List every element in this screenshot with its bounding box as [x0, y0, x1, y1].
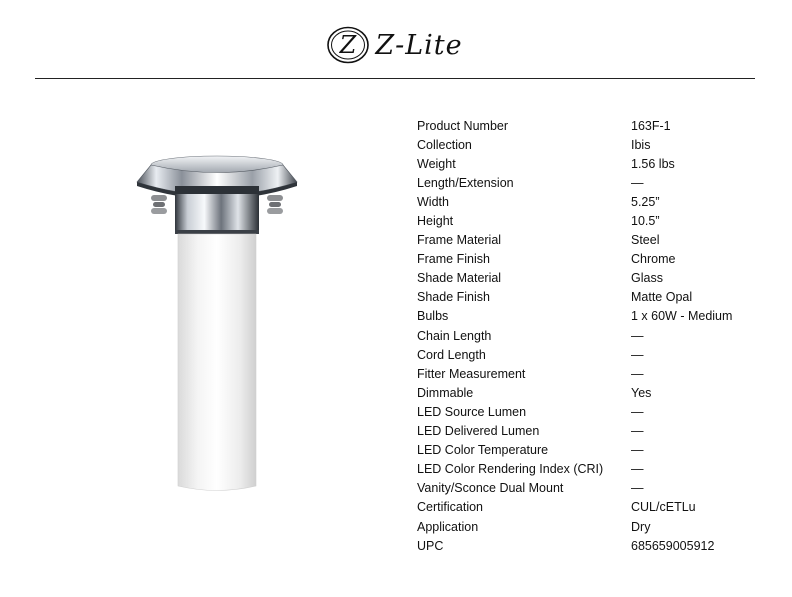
spec-label: Frame Finish: [417, 252, 490, 267]
spec-value: —: [631, 481, 644, 496]
spec-table: [417, 116, 781, 555]
product-image: [132, 150, 302, 495]
spec-label: Shade Material: [417, 271, 502, 286]
spec-label: Vanity/Sconce Dual Mount: [417, 481, 564, 496]
spec-row: [417, 250, 781, 269]
spec-label: LED Delivered Lumen: [417, 424, 540, 439]
spec-row: [417, 192, 781, 211]
spec-row: [417, 364, 781, 383]
spec-row: [417, 460, 781, 479]
spec-value: 5.25”: [631, 194, 660, 209]
spec-label: Weight: [417, 156, 456, 171]
spec-value: Dry: [631, 519, 651, 534]
spec-label: Chain Length: [417, 328, 492, 343]
spec-label: LED Source Lumen: [417, 404, 527, 419]
spec-row: [417, 326, 781, 345]
spec-value: Chrome: [631, 252, 676, 267]
spec-row: [417, 231, 781, 250]
spec-row: [417, 517, 781, 536]
right-mount-knob-icon: [267, 195, 283, 214]
spec-value: Yes: [631, 385, 652, 400]
spec-row: [417, 402, 781, 421]
spec-row: [417, 135, 781, 154]
spec-row: [417, 154, 781, 173]
spec-label: LED Color Temperature: [417, 443, 549, 458]
logo-letter: Z: [340, 31, 357, 59]
spec-value: —: [631, 462, 644, 477]
spec-label: Frame Material: [417, 233, 502, 248]
spec-value: —: [631, 404, 644, 419]
spec-value: Glass: [631, 271, 663, 286]
spec-row: [417, 536, 781, 555]
spec-row: [417, 498, 781, 517]
spec-value: —: [631, 328, 644, 343]
spec-row: [417, 479, 781, 498]
spec-row: [417, 269, 781, 288]
spec-value: Ibis: [631, 137, 651, 152]
spec-label: Dimmable: [417, 385, 474, 400]
spec-label: Height: [417, 214, 454, 229]
spec-value: 163F-1: [631, 118, 671, 133]
spec-row: [417, 345, 781, 364]
spec-label: Fitter Measurement: [417, 366, 526, 381]
spec-value: —: [631, 175, 644, 190]
spec-value: 1.56 lbs: [631, 156, 675, 171]
brand-header: [0, 22, 792, 68]
spec-label: Bulbs: [417, 309, 449, 324]
spec-label: Cord Length: [417, 347, 486, 362]
spec-label: Certification: [417, 500, 483, 515]
spec-value: —: [631, 366, 644, 381]
spec-label: LED Color Rendering Index (CRI): [417, 462, 604, 477]
spec-row: [417, 383, 781, 402]
spec-value: —: [631, 443, 644, 458]
z-lite-logo-icon: [325, 24, 371, 66]
spec-value: 1 x 60W - Medium: [631, 309, 733, 324]
spec-row: [417, 288, 781, 307]
spec-label: UPC: [417, 538, 444, 553]
spec-table-body: [417, 116, 781, 555]
header-divider: [35, 78, 755, 79]
spec-label: Application: [417, 519, 479, 534]
spec-value: CUL/cETLu: [631, 500, 696, 515]
spec-value: Steel: [631, 233, 660, 248]
spec-label: Collection: [417, 137, 472, 152]
spec-value: 10.5”: [631, 214, 660, 229]
spec-row: [417, 173, 781, 192]
spec-row: [417, 211, 781, 230]
spec-label: Length/Extension: [417, 175, 514, 190]
spec-row: [417, 422, 781, 441]
left-mount-knob-icon: [151, 195, 167, 214]
spec-value: —: [631, 424, 644, 439]
spec-label: Width: [417, 194, 449, 209]
brand-name: Z-Lite: [375, 29, 463, 61]
spec-value: 685659005912: [631, 538, 715, 553]
spec-row: [417, 116, 781, 135]
spec-label: Shade Finish: [417, 290, 490, 305]
spec-label: Product Number: [417, 118, 509, 133]
spec-value: —: [631, 347, 644, 362]
spec-row: [417, 441, 781, 460]
spec-row: [417, 307, 781, 326]
brand-logo: [325, 24, 462, 66]
spec-value: Matte Opal: [631, 290, 693, 305]
